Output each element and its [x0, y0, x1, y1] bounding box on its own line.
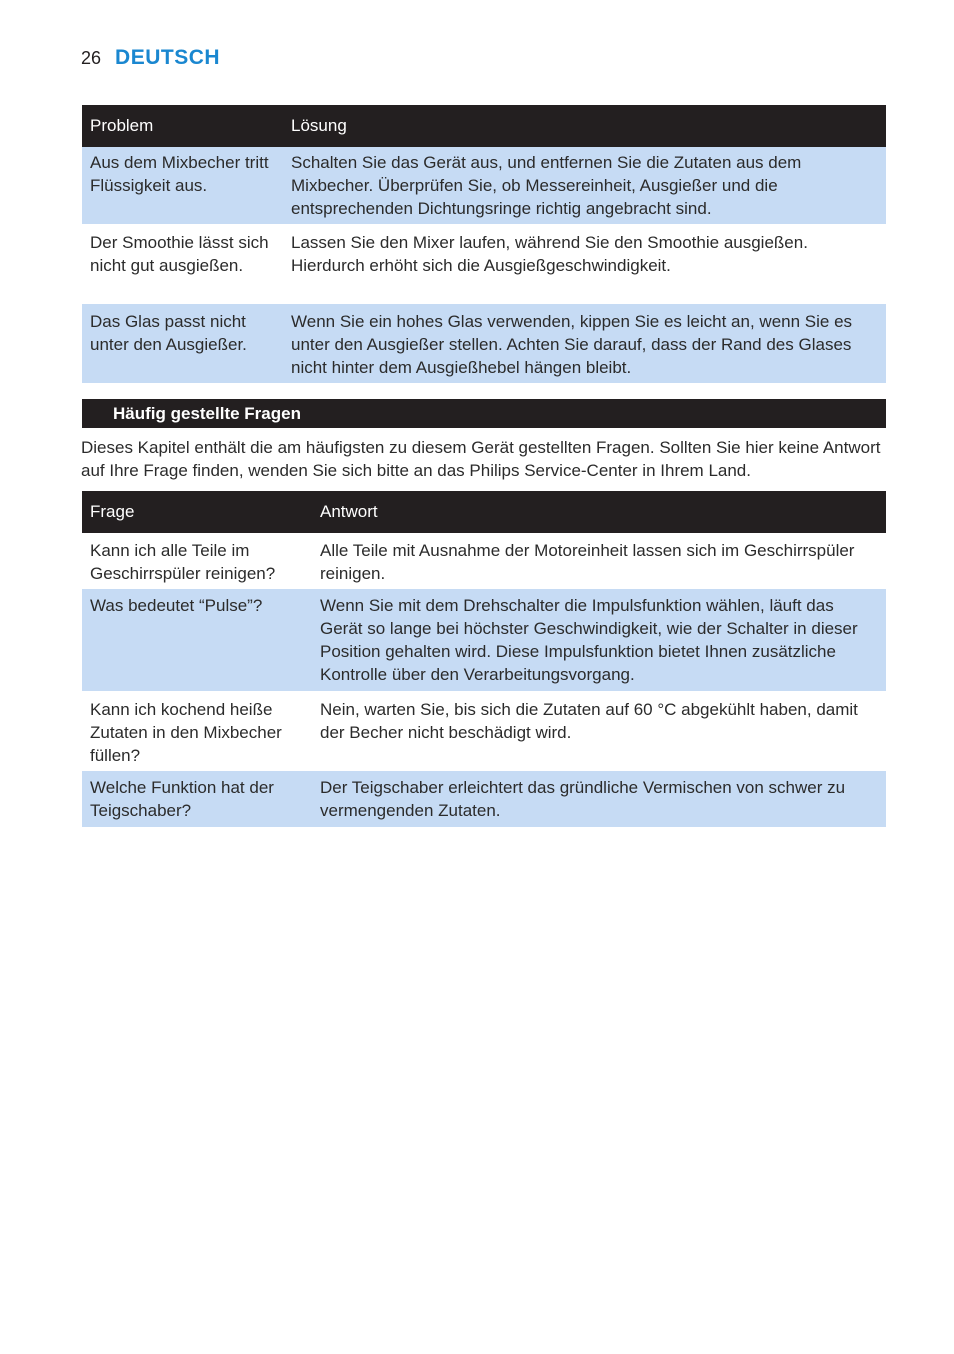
faq-table	[82, 491, 886, 827]
page-number: 26	[81, 48, 102, 68]
column-header-answer: Antwort	[312, 491, 886, 533]
answer-cell: Alle Teile mit Ausnahme der Motoreinheit lassen sich im Geschirrspüler reinigen.	[320, 541, 855, 583]
answer-cell: Nein, warten Sie, bis sich die Zutaten auf 60 °C abgekühlt haben, damit der Becher nicht beschädigt wird.	[320, 700, 858, 742]
table-row	[82, 771, 886, 827]
column-header-solution: Lösung	[283, 105, 886, 147]
table-row	[82, 224, 886, 304]
table-row	[82, 147, 886, 224]
table-header-row	[82, 491, 886, 533]
table-row	[82, 304, 886, 383]
language-heading: DEUTSCH	[115, 46, 221, 69]
column-header-problem: Problem	[82, 105, 283, 147]
problem-cell: Der Smoothie lässt sich nicht gut ausgießen.	[90, 233, 269, 275]
table-row	[82, 589, 886, 691]
troubleshooting-table	[82, 105, 886, 383]
answer-cell: Wenn Sie mit dem Drehschalter die Impulsfunktion wählen, läuft das Gerät so lange bei höchster Geschwindigkeit, wie der Schalter in dieser Position gehalten wird. Diese Impulsfunktion bietet Ihnen zusätzliche Kontrolle über den Verarbeitungsvorgang.	[312, 589, 886, 691]
question-cell: Was bedeutet “Pulse”?	[82, 589, 312, 691]
question-cell: Kann ich kochend heiße Zutaten in den Mixbecher füllen?	[90, 700, 282, 765]
table-row	[82, 533, 886, 589]
problem-cell: Das Glas passt nicht unter den Ausgießer.	[82, 304, 283, 383]
solution-cell: Lassen Sie den Mixer laufen, während Sie den Smoothie ausgießen. Hierdurch erhöht sich die Ausgießgeschwindigkeit.	[291, 233, 808, 275]
problem-cell: Aus dem Mixbecher tritt Flüssigkeit aus.	[82, 147, 283, 224]
page-header	[81, 46, 220, 76]
section-title: Häufig gestellte Fragen	[82, 399, 886, 428]
question-cell: Kann ich alle Teile im Geschirrspüler reinigen?	[90, 541, 276, 583]
question-cell: Welche Funktion hat der Teigschaber?	[82, 771, 312, 827]
table-row	[82, 691, 886, 771]
section-intro-paragraph: Dieses Kapitel enthält die am häufigsten zu diesem Gerät gestellten Fragen. Sollten Sie hier keine Antwort auf Ihre Frage finden, wenden Sie sich bitte an das Philips Service-Center in Ihrem Land.	[81, 438, 881, 480]
solution-cell: Wenn Sie ein hohes Glas verwenden, kippen Sie es leicht an, wenn Sie es unter den Ausgießer stellen. Achten Sie darauf, dass der Rand des Glases nicht hinter dem Ausgießhebel hängen bleibt.	[283, 304, 886, 383]
answer-cell: Der Teigschaber erleichtert das gründliche Vermischen von schwer zu vermengenden Zutaten.	[312, 771, 886, 827]
column-header-question: Frage	[82, 491, 312, 533]
solution-cell: Schalten Sie das Gerät aus, und entfernen Sie die Zutaten aus dem Mixbecher. Überprüfen Sie, ob Messereinheit, Ausgießer und die entsprechenden Dichtungsringe richtig angebracht sind.	[283, 147, 886, 224]
table-header-row	[82, 105, 886, 147]
